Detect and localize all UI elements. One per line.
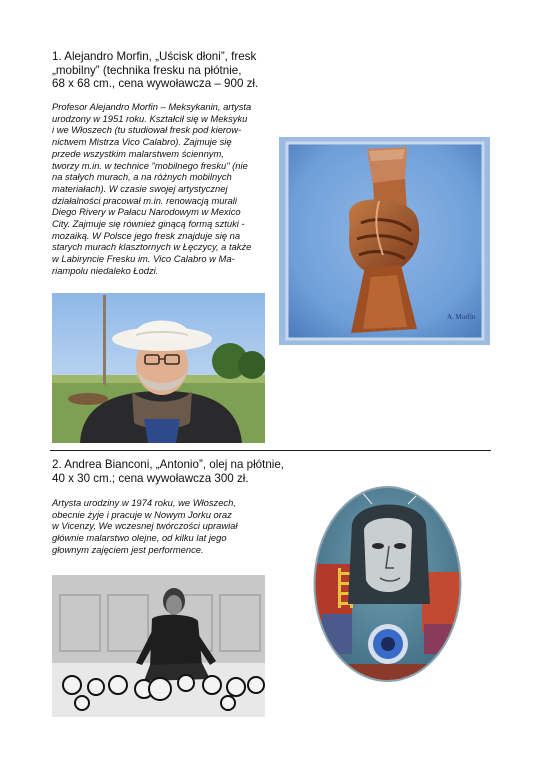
lot-divider	[50, 450, 491, 451]
lot1-title: 1. Alejandro Morfin, „Uścisk dłoni”, fresk „mobilny” (technika fresku na płótnie, 68 x 68 cm., cena wywoławcza – 900 zł.	[52, 50, 259, 91]
lot2-painting-image	[312, 484, 463, 684]
lot2-description: Artysta urodziny w 1974 roku, we Włoszech, obecnie żyje i pracuje w Nowym Jorku oraz w Vicenzy, We wczesnej twórczości uprawiał głównie malarstwo olejne, od kilku lat jego głownym zajęciem jest performence.	[52, 497, 238, 555]
lot2-title: 2. Andrea Bianconi, „Antonio”, olej na płótnie, 40 x 30 cm.; cena wywoławcza 300 zł.	[52, 458, 285, 485]
antonio-painting-illustration	[312, 484, 463, 684]
artist-with-clocks-illustration	[52, 575, 265, 717]
lot1-description: Profesor Alejandro Morfin – Meksykanin, artysta urodzony w 1951 roku. Kształcił się w Meksyku i we Włoszech (tu studiował fresk pod kierow- nictwem Mistrza Vico Calabro). Zajmuje się przede wszystkim malarstwem ściennym, tworzy m.in. w technice "mobilnego fresku" (nie na stałych murach, a na różnych mobilnych materiałach). W czasie swojej artystycznej działalności pracował m.in. renowacją murali Diego Rivery w Pałacu Narodowym w Mexico City. Zajmuje się również ginącą formą sztuki - mozaiką. W Polsce jego fresk znajduje się na starych murach klasztornych w Łęczycy, a także w Labiryncie Fresku im. Vico Calabro w Ma- riampolu niedaleko Łodzi.	[52, 101, 252, 276]
lot1-fresco-image	[279, 137, 490, 345]
lot1-artist-photo	[52, 293, 265, 443]
artist-portrait-illustration	[52, 293, 265, 443]
handshake-fresco-illustration	[279, 137, 490, 345]
fresco-signature: A. Morfin	[447, 313, 476, 321]
lot2-artist-photo	[52, 575, 265, 717]
